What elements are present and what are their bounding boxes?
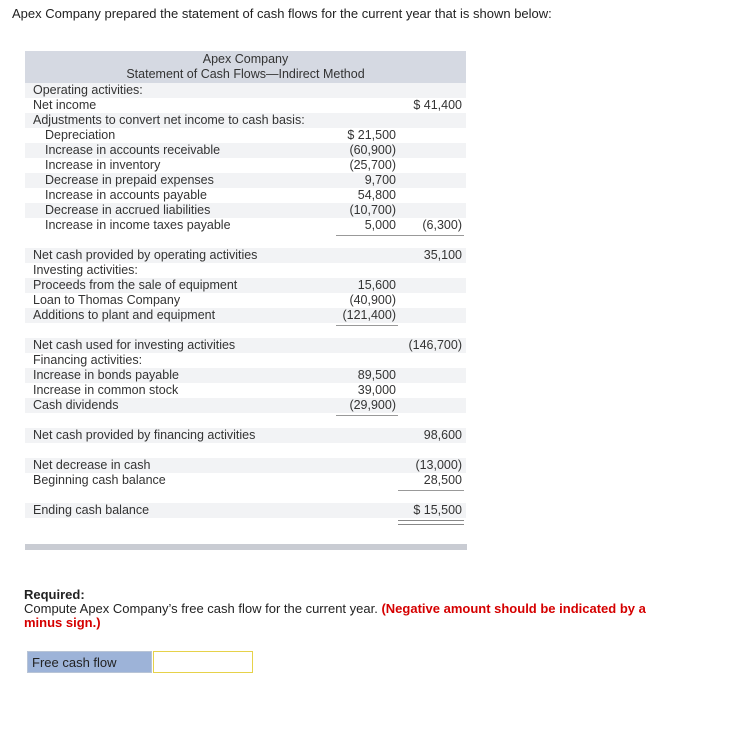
row-amount-detail: (60,900) <box>349 143 396 157</box>
statement-row <box>25 218 466 233</box>
statement-row <box>25 458 466 473</box>
row-amount-total: $ 41,400 <box>413 98 462 112</box>
statement-row <box>25 293 466 308</box>
free-cash-flow-label: Free cash flow <box>27 651 152 673</box>
statement-row <box>25 353 466 368</box>
company-name: Apex Company <box>202 52 289 66</box>
statement-row <box>25 428 466 443</box>
row-label: Loan to Thomas Company <box>33 293 181 307</box>
double-underline <box>398 520 464 525</box>
row-label: Additions to plant and equipment <box>33 308 216 322</box>
statement-row <box>25 383 466 398</box>
row-amount-total: 98,600 <box>423 428 462 442</box>
intro-text: Apex Company prepared the statement of cash flows for the current year that is shown below: <box>12 6 552 21</box>
row-amount-detail: (10,700) <box>349 203 396 217</box>
statement-row <box>25 128 466 143</box>
statement-spacer-row <box>25 443 466 458</box>
row-amount-total: 35,100 <box>423 248 462 262</box>
row-amount-detail: (29,900) <box>349 398 396 412</box>
row-amount-detail: (121,400) <box>342 308 396 322</box>
required-heading: Required: <box>24 587 85 602</box>
row-amount-total: (6,300) <box>422 218 462 232</box>
row-label: Depreciation <box>45 128 116 142</box>
row-label: Net cash used for investing activities <box>33 338 236 352</box>
row-label: Decrease in accrued liabilities <box>45 203 211 217</box>
row-label: Increase in accounts payable <box>45 188 207 202</box>
row-label: Increase in bonds payable <box>33 368 179 382</box>
statement-row <box>25 98 466 113</box>
required-section <box>24 588 664 630</box>
row-label: Increase in income taxes payable <box>45 218 231 232</box>
row-amount-detail: (25,700) <box>349 158 396 172</box>
row-label: Increase in common stock <box>33 383 179 397</box>
row-amount-detail: 39,000 <box>357 383 396 397</box>
required-text: Compute Apex Company’s free cash flow for the current year. <box>24 601 378 616</box>
statement-header <box>25 51 466 83</box>
row-label: Beginning cash balance <box>33 473 166 487</box>
row-amount-detail: 54,800 <box>357 188 396 202</box>
statement-row <box>25 398 466 413</box>
statement-row <box>25 188 466 203</box>
statement-row <box>25 503 466 518</box>
row-label: Ending cash balance <box>33 503 150 517</box>
statement-row <box>25 473 466 488</box>
row-label: Increase in inventory <box>45 158 161 172</box>
row-label: Increase in accounts receivable <box>45 143 221 157</box>
statement-row <box>25 158 466 173</box>
row-amount-detail: 9,700 <box>364 173 396 187</box>
statement-row <box>25 368 466 383</box>
row-label: Net income <box>33 98 97 112</box>
free-cash-flow-input[interactable] <box>153 651 253 673</box>
statement-row <box>25 278 466 293</box>
row-label: Net cash provided by operating activities <box>33 248 258 262</box>
row-amount-detail: 5,000 <box>364 218 396 232</box>
row-label: Decrease in prepaid expenses <box>45 173 214 187</box>
row-label: Proceeds from the sale of equipment <box>33 278 238 292</box>
statement-rows <box>25 83 466 518</box>
statement-spacer-row <box>25 233 466 248</box>
statement-row <box>25 143 466 158</box>
row-label: Cash dividends <box>33 398 119 412</box>
statement-spacer-row <box>25 413 466 428</box>
statement-row <box>25 113 466 128</box>
statement-spacer-row <box>25 323 466 338</box>
statement-row <box>25 203 466 218</box>
statement-footer-bar <box>25 544 467 550</box>
row-label: Net decrease in cash <box>33 458 151 472</box>
cash-flow-statement <box>25 51 466 518</box>
row-amount-detail: $ 21,500 <box>347 128 396 142</box>
row-amount-detail: 15,600 <box>357 278 396 292</box>
row-label: Net cash provided by financing activities <box>33 428 256 442</box>
statement-row <box>25 263 466 278</box>
row-label: Adjustments to convert net income to cash basis: <box>33 113 305 127</box>
statement-title: Statement of Cash Flows—Indirect Method <box>126 67 365 81</box>
row-amount-total: (13,000) <box>415 458 462 472</box>
statement-row <box>25 173 466 188</box>
statement-row <box>25 338 466 353</box>
required-note: (Negative amount should be indicated by a minus sign.) <box>24 601 646 630</box>
row-amount-detail: (40,900) <box>349 293 396 307</box>
row-amount-detail: 89,500 <box>357 368 396 382</box>
row-amount-total: $ 15,500 <box>413 503 462 517</box>
row-label: Operating activities: <box>33 83 143 97</box>
statement-row <box>25 308 466 323</box>
statement-spacer-row <box>25 488 466 503</box>
row-amount-total: (146,700) <box>408 338 462 352</box>
row-label: Investing activities: <box>33 263 138 277</box>
statement-row <box>25 248 466 263</box>
statement-row <box>25 83 466 98</box>
row-amount-total: 28,500 <box>423 473 462 487</box>
row-label: Financing activities: <box>33 353 143 367</box>
